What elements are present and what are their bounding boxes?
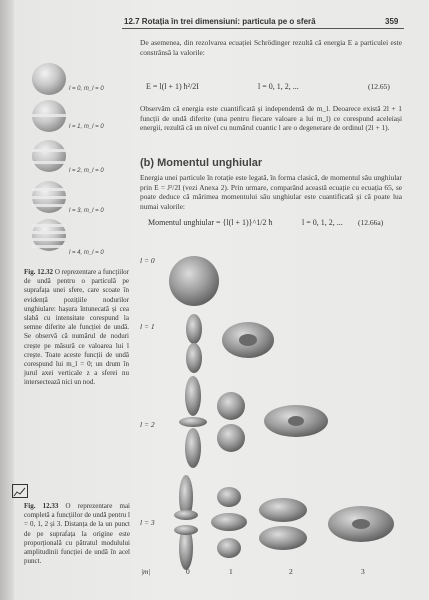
figure-12-32-text: O reprezentare a funcțiilor de undă pentru o particulă pe suprafața unei sfere, care scoate în evidență pozițiile nodurilor unghiulare: hașura întunecată și cea slabă cu intensitate corespund la semne diferite ale funcției de undă. Se observă că numărul de noduri crește pe măsură ce valoarea lui l crește. Toate aceste funcții de undă corespund lui m_l = 0; un drum în jurul axei verticale z a sferei nu intersectează nici un nod. [24, 268, 129, 387]
orbital-l2-m2 [264, 405, 328, 437]
orbital-l3-m2 [259, 498, 307, 550]
m-value-3: 3 [361, 567, 365, 576]
orbital-l3-m3 [328, 506, 394, 542]
figure-12-33-text: O reprezentare mai completă a funcțiilor de undă pentru l = 0, 1, 2 și 3. Distanța de la un punct de pe suprafața la origine este proporțională cu pătratul modulului amplitudinii funcției de undă în acel punct. [24, 502, 130, 566]
orbital-l3-m1 [211, 487, 247, 558]
sphere-label-l1: l = 1, m_l = 0 [69, 124, 104, 130]
orbital-l3-m0 [174, 475, 198, 570]
orbital-l2-m1 [217, 392, 245, 452]
equation-12-66a-condition: l = 0, 1, 2, ... [302, 218, 343, 227]
angular-momentum-paragraph: Energia unei particule în rotație este legată, în forma clasică, de momentul său unghiular prin E = J²/2I (vezi Anexa 2). Prin urmare, comparând această ecuație cu ecuația 65, se poate deduce că mărimea momentului său unghiular este cuantificată și că poate lua numai valorile: [140, 173, 402, 211]
page-number: 359 [385, 17, 399, 26]
orbital-l2-m0 [179, 376, 207, 468]
sphere-label-l2: l = 2, m_l = 0 [69, 168, 104, 174]
section-heading: (b) Momentul unghiular [140, 157, 263, 169]
equation-12-65-condition: l = 0, 1, 2, ... [258, 82, 299, 91]
sphere-label-l0: l = 0, m_l = 0 [69, 86, 104, 92]
m-value-1: 1 [229, 567, 233, 576]
equation-number-12-66a: (12.66a) [358, 218, 384, 227]
row-label-l1: l = 1 [140, 322, 155, 331]
m-value-0: 0 [186, 567, 190, 576]
orbital-l1-m1 [222, 322, 274, 358]
m-value-2: 2 [289, 567, 293, 576]
row-label-l0: l = 0 [140, 256, 155, 265]
sphere-label-l4: l = 4, m_l = 0 [69, 250, 104, 256]
orbital-l0-m0 [169, 256, 219, 306]
observation-paragraph: Observăm că energia este cuantificată și independentă de m_l. Deoarece există 2l + 1 funcții de undă diferite (una pentru fiecare valoare a lui m_l) ce corespund aceleiași energii, rezultă că un nivel cu numărul cuantic l are o degenerare de ordinul (2l + 1). [140, 104, 402, 133]
sphere-label-l3: l = 3, m_l = 0 [69, 208, 104, 214]
m-axis-label: |m| [141, 567, 151, 576]
row-label-l2: l = 2 [140, 420, 155, 429]
running-header: 12.7 Rotația în trei dimensiuni: particula pe o sferă [124, 17, 316, 26]
equation-12-65: E = l(l + 1) ħ²/2I [146, 82, 199, 91]
equation-number-12-65: (12.65) [368, 82, 390, 91]
intro-paragraph: De asemenea, din rezolvarea ecuației Schrödinger rezultă că energia E a particulei este constrânsă la valorile: [140, 38, 402, 57]
figure-12-32-label: Fig. 12.32 [24, 268, 54, 276]
equation-12-66a: Momentul unghiular = {l(l + 1)}^1/2 ħ [148, 218, 273, 227]
orbital-l1-m0 [186, 314, 202, 373]
figure-12-33-label: Fig. 12.33 [24, 502, 59, 510]
row-label-l3: l = 3 [140, 518, 155, 527]
